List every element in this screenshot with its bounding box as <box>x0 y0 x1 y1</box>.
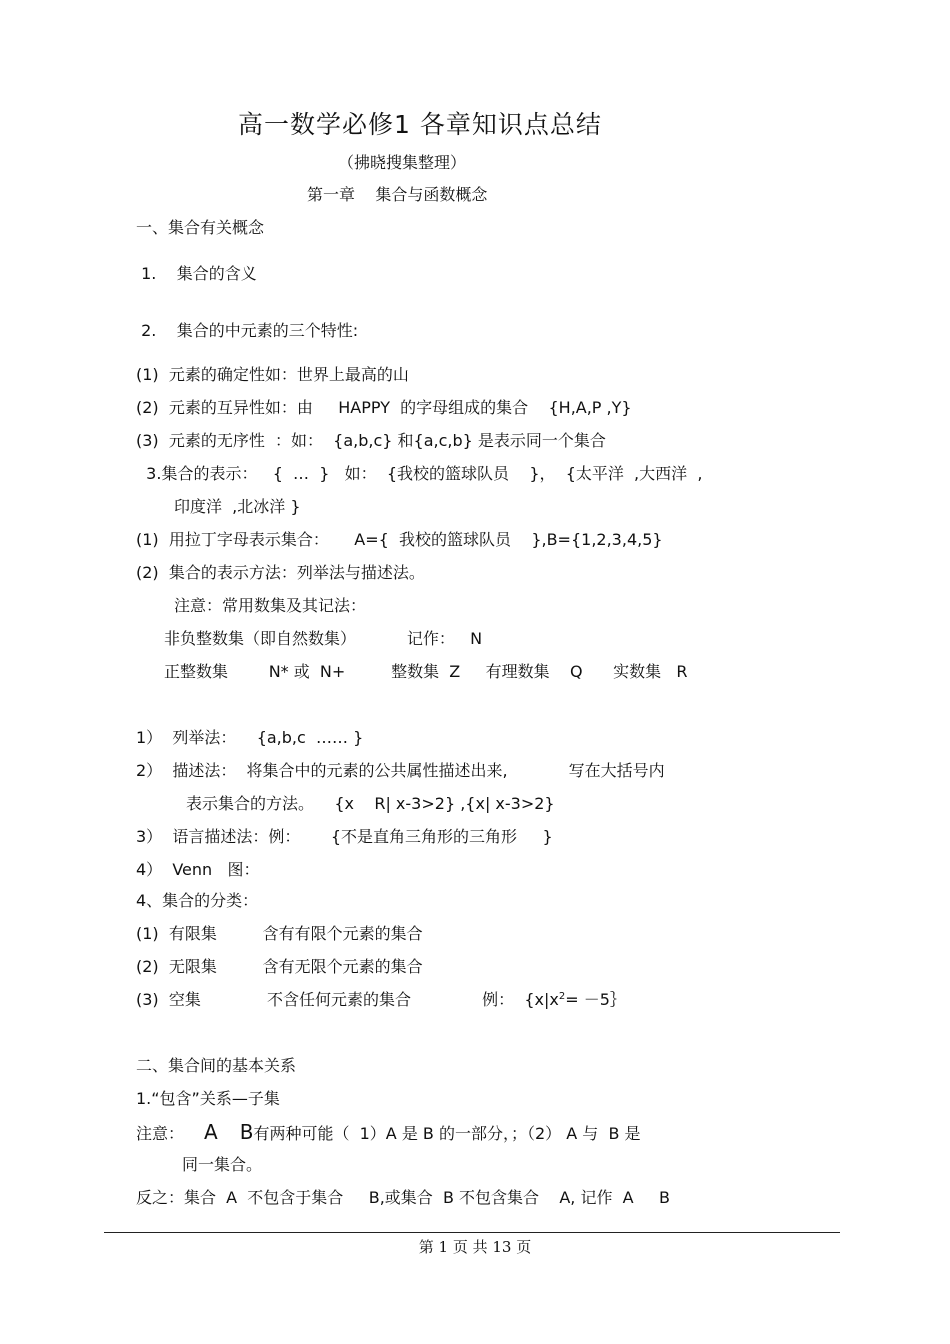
text-line: 注意：常用数集及其记法： <box>174 596 367 615</box>
text-line: (3) 元素的无序性 ：如： {a,b,c} 和{a,c,b} 是表示同一个集合 <box>136 431 606 450</box>
text-line: (1) 有限集 含有有限个元素的集合 <box>136 924 423 943</box>
text-fragment: 有两种可能（ 1）A 是 B 的一部分，；（2） A 与 B 是 <box>253 1124 641 1143</box>
text-line: 表示集合的方法。 {x R| x-3>2} ,{x| x-3>2} <box>186 794 555 813</box>
superscript: 2 <box>558 991 566 1002</box>
page-title: 高一数学必修1 各章知识点总结 <box>238 110 602 139</box>
text-line: 正整数集 N* 或 N+ 整数集 Z 有理数集 Q 实数集 R <box>164 662 688 681</box>
text-line: 同一集合。 <box>182 1155 263 1174</box>
text-line: (1) 元素的确定性如：世界上最高的山 <box>136 365 409 384</box>
section-heading-1: 一、集合有关概念 <box>136 218 265 237</box>
text-fragment: = －5｝ <box>565 990 626 1009</box>
text-line: 2） 描述法： 将集合中的元素的公共属性描述出来, 写在大括号内 <box>136 761 665 780</box>
text-line: 反之：集合 A 不包含于集合 B,或集合 B 不包含集合 A, 记作 A B <box>136 1188 671 1207</box>
text-line: 1.“包含”关系—子集 <box>136 1089 280 1108</box>
text-line: 4） Venn 图： <box>136 860 260 879</box>
text-line: 4、集合的分类： <box>136 891 259 910</box>
text-line: 非负整数集（即自然数集） 记作： N <box>164 629 483 648</box>
text-fragment: 注意： <box>136 1124 185 1143</box>
text-line: 印度洋 ,北冰洋 } <box>174 497 301 516</box>
text-fragment: (3) 空集 不含任何元素的集合 例： {x|x <box>136 990 559 1009</box>
text-line: 3.集合的表示： { … } 如： {我校的篮球队员 }， {太平洋 ,大西洋 , <box>136 464 703 483</box>
text-line <box>136 990 626 1010</box>
set-b: B <box>239 1120 254 1144</box>
chapter-heading: 第一章 集合与函数概念 <box>307 185 488 204</box>
page-footer: 第 1 页 共 13 页 <box>418 1238 532 1256</box>
text-line: 1. 集合的含义 <box>136 264 257 283</box>
text-line: (1) 用拉丁字母表示集合： A={ 我校的篮球队员 },B={1,2,3,4,5} <box>136 530 663 549</box>
set-a: A <box>204 1120 218 1144</box>
footer-divider <box>104 1232 840 1233</box>
text-line: (2) 元素的互异性如：由 HAPPY 的字母组成的集合 {H,A,P ,Y} <box>136 398 632 417</box>
text-line: 3） 语言描述法：例： {不是直角三角形的三角形 } <box>136 827 553 846</box>
text-line: 2. 集合的中元素的三个特性: <box>136 321 359 340</box>
subtitle: （拂晓搜集整理） <box>338 153 467 172</box>
text-line: (2) 无限集 含有无限个元素的集合 <box>136 957 423 976</box>
text-line: 1） 列举法： {a,b,c …… } <box>136 728 364 747</box>
text-line: (2) 集合的表示方法：列举法与描述法。 <box>136 563 425 582</box>
section-heading-2: 二、集合间的基本关系 <box>136 1056 297 1075</box>
text-line <box>136 1122 641 1144</box>
